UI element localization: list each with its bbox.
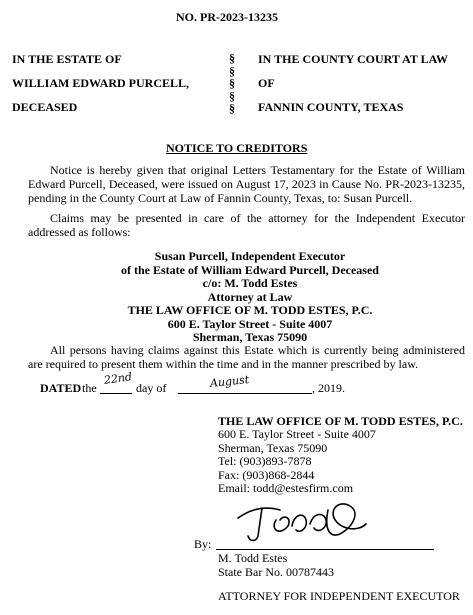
dated-the: the — [82, 381, 97, 395]
dated-year: , 2019. — [312, 381, 345, 395]
caption-right-line1: IN THE COUNTY COURT AT LAW — [258, 52, 448, 66]
address-block — [40, 250, 460, 345]
address-line: THE LAW OFFICE OF M. TODD ESTES, P.C. — [127, 303, 373, 317]
firm-address-city: Sherman, Texas 75090 — [218, 440, 328, 455]
firm-contact — [218, 428, 376, 496]
firm-name: THE LAW OFFICE OF M. TODD ESTES, P.C. — [218, 414, 463, 428]
document-title: NOTICE TO CREDITORS — [166, 141, 308, 155]
caption-left-line1: IN THE ESTATE OF — [12, 52, 122, 66]
bar-number: State Bar No. 00787443 — [218, 565, 334, 579]
attorney-role: ATTORNEY FOR INDEPENDENT EXECUTOR — [218, 589, 460, 603]
caption-left-line3: DECEASED — [12, 100, 78, 114]
address-line: Sherman, Texas 75090 — [192, 330, 308, 344]
month-blank — [178, 393, 312, 394]
firm-phone: Tel: (903)893-7878 — [218, 454, 312, 469]
claims-paragraph: Claims may be presented in care of the attorney for the Independent Executor addressed as follows: — [28, 211, 465, 239]
firm-email: Email: todd@estesfirm.com — [218, 481, 354, 496]
caption-right-line2: OF — [258, 76, 275, 90]
address-line: of the Estate of William Edward Purcell, Deceased — [121, 262, 379, 277]
address-line: Susan Purcell, Independent Executor — [154, 249, 346, 263]
notice-paragraph: Notice is hereby given that original Letters Testamentary for the Estate of William Edward Purcell, Deceased, were issued on August 17, 2023 in Cause No. PR-2023-13235, pending in the County Court at Law of Fannin County, Texas, to: Susan Purcell. — [28, 163, 465, 205]
signer-name: M. Todd Estes — [218, 551, 288, 565]
firm-fax: Fax: (903)868-2844 — [218, 467, 315, 482]
signature-line — [216, 549, 434, 550]
address-line: c/o: M. Todd Estes — [202, 276, 298, 290]
dated-label: DATED — [40, 381, 82, 395]
signature-scribble — [232, 490, 372, 550]
cause-number: NO. PR-2023-13235 — [176, 10, 278, 24]
caption-right-line3: FANNIN COUNTY, TEXAS — [258, 100, 404, 114]
day-handwritten: 22nd — [103, 370, 133, 387]
month-handwritten: August — [209, 372, 250, 391]
day-blank — [100, 393, 132, 394]
address-line: 600 E. Taylor Street - Suite 4007 — [167, 316, 333, 331]
firm-address-street: 600 E. Taylor Street - Suite 4007 — [218, 427, 376, 441]
caption-left-line2: WILLIAM EDWARD PURCELL, — [12, 76, 190, 90]
dated-day-of: day of — [136, 381, 167, 395]
by-label: By: — [194, 537, 212, 551]
claims-instruction-paragraph: All persons having claims against this Estate which is currently being administered are required to present them within the time and in the manner prescribed by law. — [28, 343, 465, 371]
address-line: Attorney at Law — [207, 289, 293, 304]
section-marks: § § § § § — [229, 51, 235, 115]
